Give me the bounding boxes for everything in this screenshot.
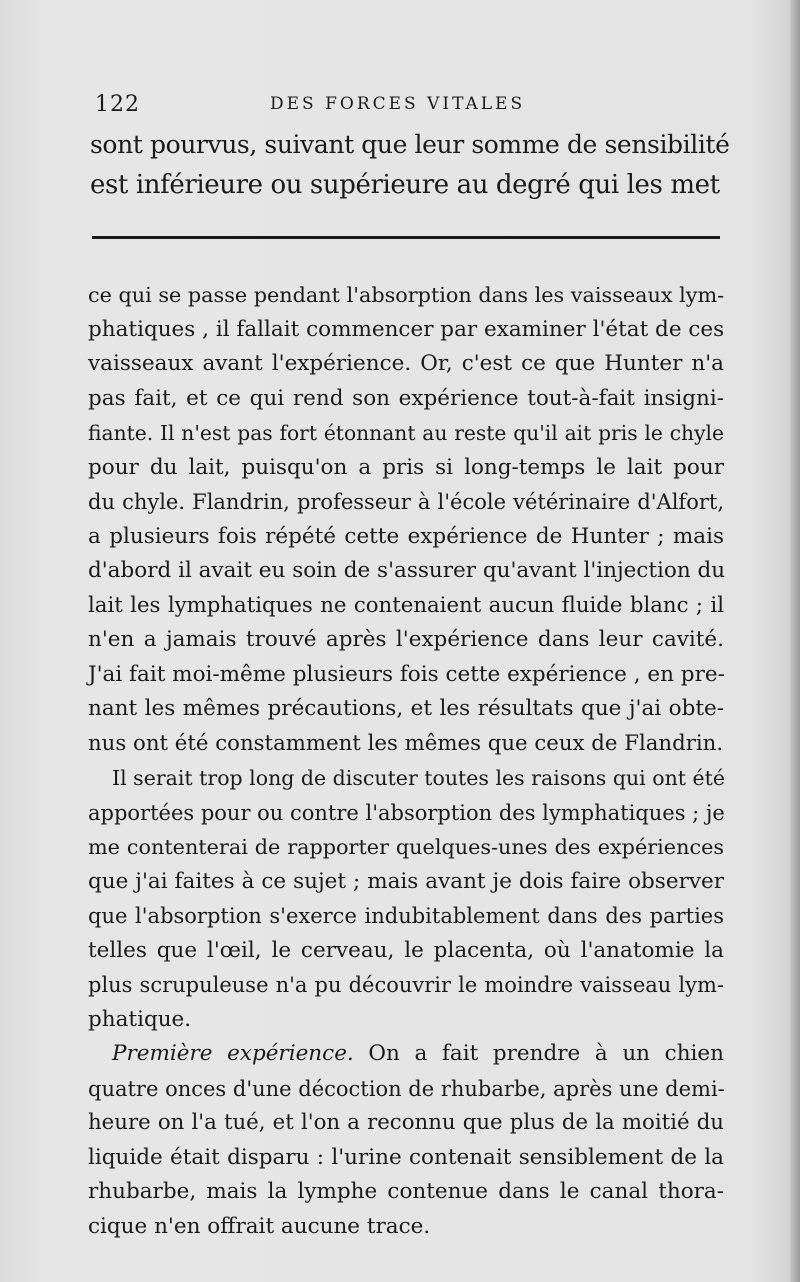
text-line: nus ont été constamment les mêmes que ceux de Flandrin. — [88, 730, 724, 756]
text-line: lait les lymphatiques ne contenaient aucun fluide blanc ; il — [88, 592, 724, 618]
pasted-fragment-line-1: sont pourvus, suivant que leur somme de sensibilité — [90, 130, 730, 159]
text-line: Il serait trop long de discuter toutes les raisons qui ont été — [112, 766, 726, 790]
text-line: d'abord il avait eu soin de s'assurer qu'avant l'injection du — [88, 558, 726, 583]
text-line: telles que l'œil, le cerveau, le placenta, où l'anatomie la — [88, 937, 724, 963]
running-title: DES FORCES VITALES — [270, 94, 526, 114]
text-line: liquide était disparu : l'urine contenait sensiblement de la — [88, 1144, 724, 1170]
text-line: pas fait, et ce qui rend son expérience tout-à-fait insigni- — [88, 385, 724, 411]
text-line: que j'ai faites à ce sujet ; mais avant je dois faire observer — [88, 868, 724, 894]
text-line: phatique. — [88, 1006, 192, 1032]
text-run: On a fait prendre à un chien — [353, 1041, 724, 1066]
text-line: apportées pour ou contre l'absorption des lymphatiques ; je — [88, 800, 725, 825]
text-line: du chyle. Flandrin, professeur à l'école vétérinaire d'Alfort, — [88, 490, 724, 514]
text-line: phatiques , il fallait commencer par examiner l'état de ces — [88, 316, 725, 342]
page-edge-shadow — [790, 0, 800, 1282]
text-line: vaisseaux avant l'expérience. Or, c'est ce que Hunter n'a — [88, 351, 724, 376]
body-text — [88, 278, 724, 1244]
text-line: ce qui se passe pendant l'absorption dans les vaisseaux lym- — [88, 283, 725, 307]
text-line: n'en a jamais trouvé après l'expérience dans leur cavité. — [88, 627, 724, 652]
pasted-fragment-line-2: est inférieure ou supérieure au degré qui les met — [90, 170, 720, 200]
text-line: me contenterai de rapporter quelques-unes des expériences — [88, 835, 724, 859]
text-line-with-italic-lead — [88, 1037, 724, 1072]
text-line: heure on l'a tué, et l'on a reconnu que plus de la moitié du — [88, 1110, 724, 1135]
text-line: que l'absorption s'exerce indubitablement dans des parties — [88, 904, 724, 928]
text-line: pour du lait, puisqu'on a pris si long-temps le lait pour — [88, 454, 724, 480]
paragraph-1 — [88, 278, 724, 761]
text-line: plus scrupuleuse n'a pu découvrir le moindre vaisseau lym- — [88, 973, 724, 997]
paragraph-2 — [88, 761, 724, 1037]
horizontal-rule — [92, 236, 720, 239]
text-line: quatre onces d'une décoction de rhubarbe, après une demi- — [88, 1076, 725, 1101]
text-line: rhubarbe, mais la lymphe contenue dans le canal thora- — [88, 1179, 724, 1204]
text-line: J'ai fait moi-même plusieurs fois cette expérience , en pre- — [88, 661, 725, 687]
text-line: cique n'en offrait aucune trace. — [88, 1213, 431, 1239]
page-number: 122 — [95, 92, 140, 117]
paragraph-3 — [88, 1037, 724, 1244]
experiment-heading: Première expérience. — [112, 1041, 354, 1066]
page-header — [95, 88, 735, 118]
text-line: a plusieurs fois répété cette expérience de Hunter ; mais — [88, 523, 724, 549]
text-line: nant les mêmes précautions, et les résultats que j'ai obte- — [88, 696, 724, 721]
text-line: fiante. Il n'est pas fort étonnant au reste qu'il ait pris le chyle — [88, 421, 724, 445]
